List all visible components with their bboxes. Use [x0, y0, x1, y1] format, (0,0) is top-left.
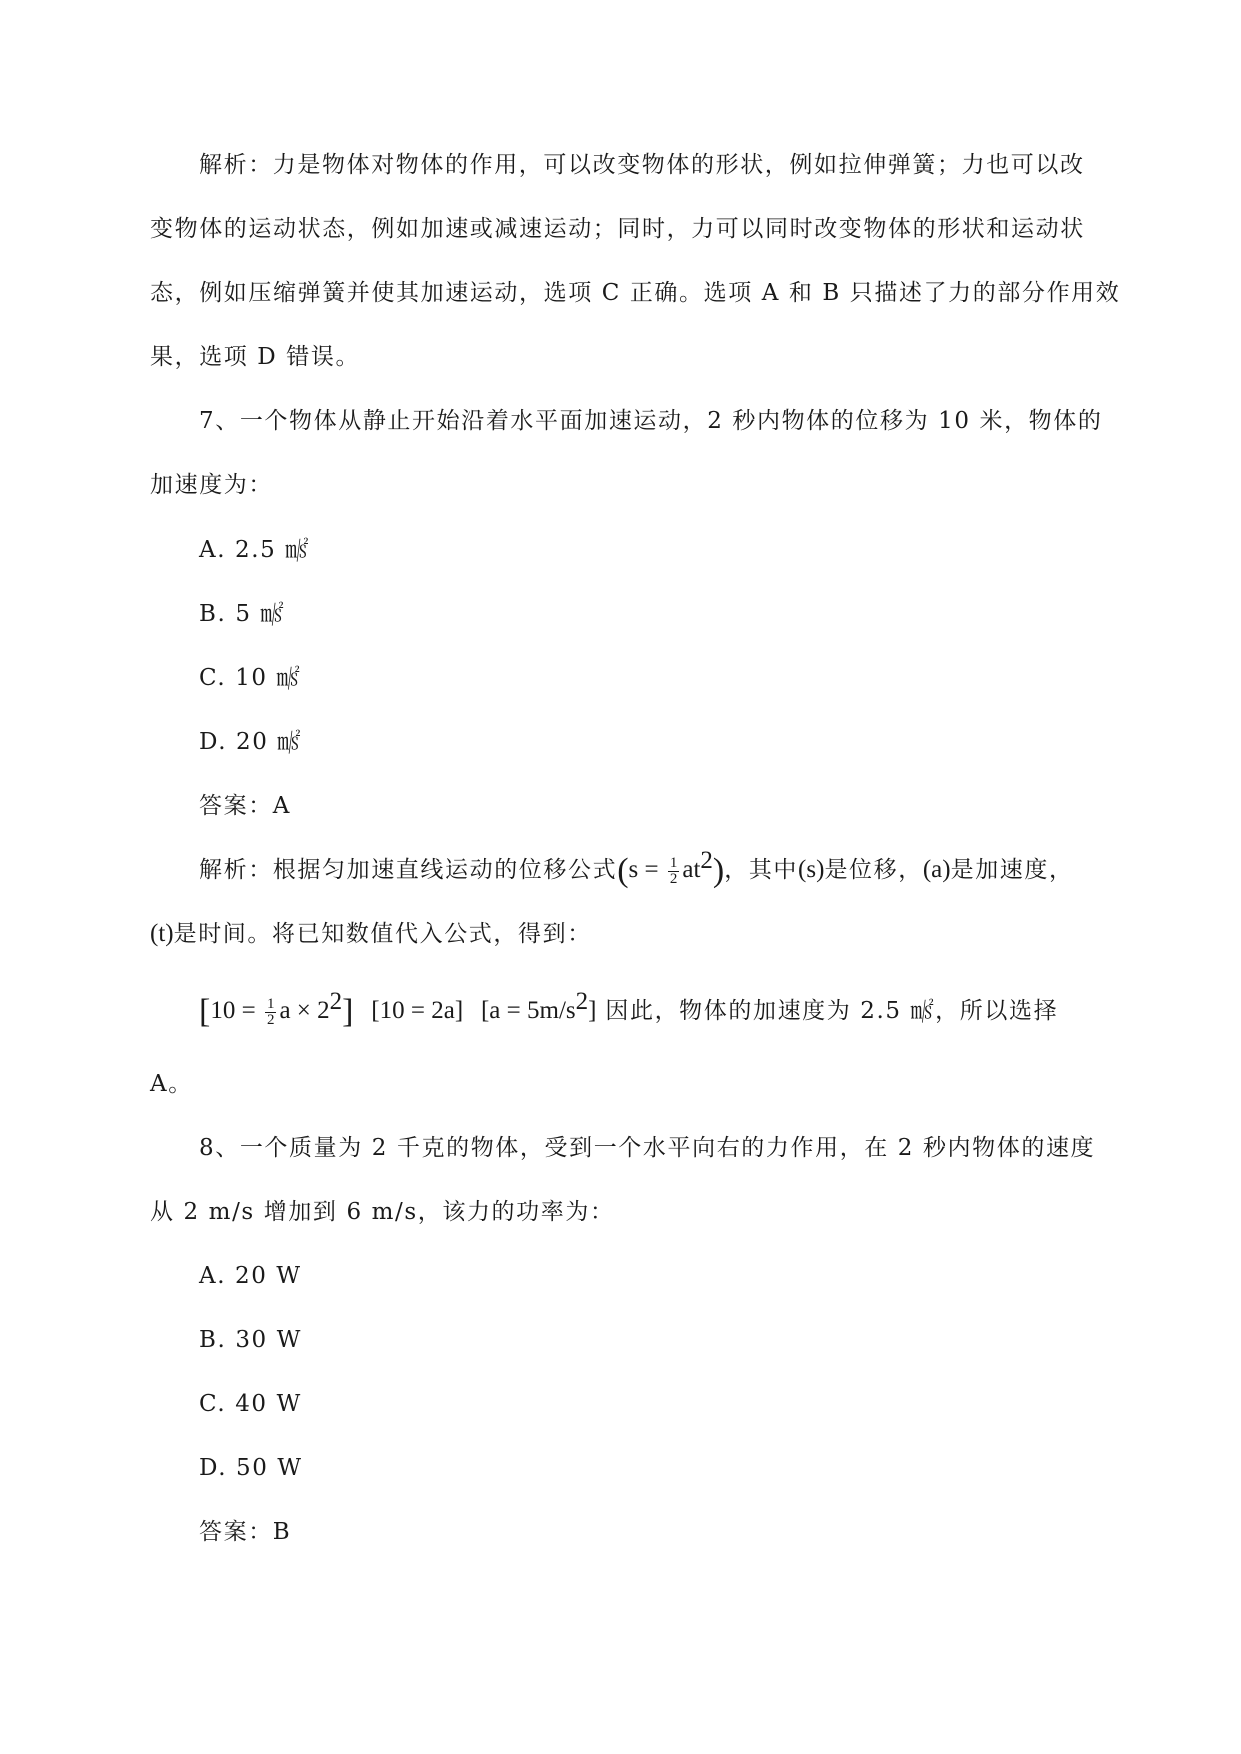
analysis-text: 因此，物体的加速度为 2.5 ㎨，所以选择 — [596, 998, 1059, 1024]
paragraph-line: 果，选项 D 错误。 — [150, 344, 361, 370]
paragraph-line: 解析：力是物体对物体的作用，可以改变物体的形状，例如拉伸弹簧；力也可以改 — [199, 152, 1085, 178]
q7-analysis-line: A。 — [150, 1071, 193, 1097]
q7-analysis-line — [199, 847, 1074, 889]
analysis-text: 是位移， — [824, 857, 923, 883]
analysis-text: ，其中 — [724, 857, 799, 883]
equation-3-close: ] — [588, 997, 597, 1024]
formula-exponent: 2 — [700, 847, 713, 874]
equation-2: [10 = 2a] — [371, 997, 464, 1024]
equation-exponent: 2 — [329, 988, 343, 1015]
q8-option-a: A. 20 W — [199, 1263, 302, 1289]
q7-answer: 答案：A — [199, 793, 292, 819]
analysis-text: 解析：根据匀加速直线运动的位移公式 — [199, 857, 618, 883]
q7-option-a: A. 2.5 ㎨ — [199, 537, 310, 563]
analysis-text: 是时间。将已知数值代入公式，得到： — [173, 921, 592, 947]
equation-3: [a = 5m/s — [480, 997, 576, 1024]
symbol-a: (a) — [922, 856, 951, 883]
question-7-stem: 7、一个物体从静止开始沿着水平面加速运动，2 秒内物体的位移为 10 米，物体的 — [199, 408, 1103, 434]
symbol-t: (t) — [150, 920, 174, 947]
q8-answer: 答案：B — [199, 1519, 292, 1545]
fraction-half: $\frac{1}{2}$ — [669, 854, 678, 887]
analysis-text: 是加速度， — [950, 857, 1074, 883]
equation-1: 10 = — [210, 997, 262, 1024]
equation-1-rest: a × 2 — [279, 997, 330, 1024]
q7-option-c: C. 10 ㎨ — [199, 665, 302, 691]
formula-s: s = — [628, 856, 665, 883]
q8-option-b: B. 30 W — [199, 1327, 302, 1353]
paragraph-line: 变物体的运动状态，例如加速或减速运动；同时，力可以同时改变物体的形状和运动状 — [150, 216, 1085, 242]
q7-option-b: B. 5 ㎨ — [199, 601, 286, 627]
paren-open: ( — [617, 852, 629, 889]
question-8-stem: 从 2 m/s 增加到 6 m/s，该力的功率为： — [150, 1199, 615, 1225]
question-7-stem: 加速度为： — [150, 472, 273, 498]
q7-option-d: D. 20 ㎨ — [199, 729, 303, 755]
q7-analysis-line — [150, 919, 592, 949]
paragraph-line: 态，例如压缩弹簧并使其加速运动，选项 C 正确。选项 A 和 B 只描述了力的部分作用效 — [150, 280, 1121, 306]
q8-option-d: D. 50 W — [199, 1455, 303, 1481]
equation-exponent: 2 — [575, 988, 589, 1015]
question-8-stem: 8、一个质量为 2 千克的物体，受到一个水平向右的力作用，在 2 秒内物体的速度 — [199, 1135, 1096, 1161]
bracket-close: ] — [342, 993, 354, 1030]
fraction-half: $\frac{1}{2}$ — [266, 995, 275, 1028]
q8-option-c: C. 40 W — [199, 1391, 302, 1417]
q7-equation-line — [199, 988, 1059, 1030]
formula-at: at — [682, 856, 701, 883]
symbol-s: (s) — [798, 856, 825, 883]
paren-close: ) — [712, 852, 725, 889]
bracket-open: [ — [199, 993, 211, 1030]
